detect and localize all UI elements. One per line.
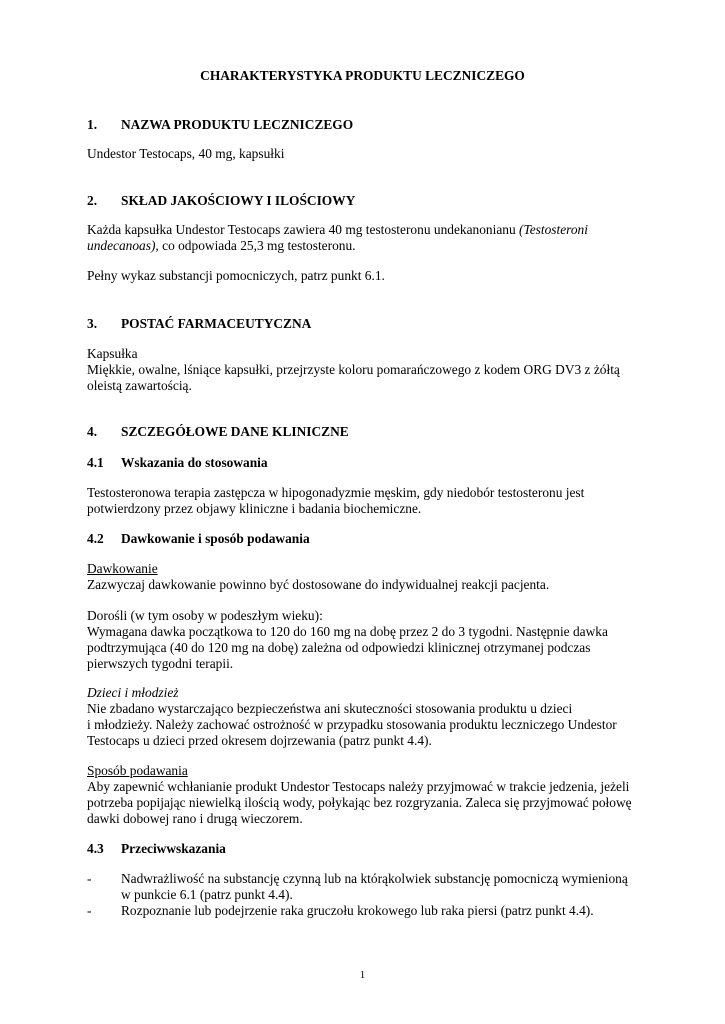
dosage-line-1: Zazwyczaj dawkowanie powinno być dostosowane do indywidualnej reakcji pacjenta. [87, 577, 550, 592]
section-4-1-heading: Wskazania do stosowania [121, 455, 268, 470]
section-3-heading: POSTAĆ FARMACEUTYCZNA [121, 316, 312, 331]
section-4-3-number: 4.3 [87, 841, 104, 856]
section-4-heading: SZCZEGÓŁOWE DANE KLINICZNE [121, 424, 349, 439]
adults-line-2: Wymagana dawka początkowa to 120 do 160 mg na dobę przez 2 do 3 tygodni. Następnie dawka [87, 624, 608, 639]
indication-line-1: Testosteronowa terapia zastępcza w hipogonadyzmie męskim, gdy niedobór testosteronu jest [87, 485, 585, 500]
form-line-2: Miękkie, owalne, lśniące kapsułki, przejrzyste koloru pomarańczowego z kodem ORG DV3 z żółtą [87, 362, 620, 377]
contraindication-2-line-1: Rozpoznanie lub podejrzenie raka gruczołu krokowego lub raka piersi (patrz punkt 4.4). [121, 903, 594, 918]
adults-line-4: pierwszych tygodni terapii. [87, 656, 234, 671]
contraindication-1-line-2: w punkcie 6.1 (patrz punkt 4.4). [121, 887, 293, 902]
administration-line-2: potrzeba popijając niewielką ilością wody, połykając bez rozgryzania. Zaleca się przyjmować połowę [87, 795, 632, 810]
section-3-number: 3. [87, 316, 98, 331]
section-1-heading: NAZWA PRODUKTU LECZNICZEGO [121, 117, 354, 132]
section-4-3-heading: Przeciwwskazania [121, 841, 226, 856]
section-2-heading: SKŁAD JAKOŚCIOWY I ILOŚCIOWY [121, 193, 356, 208]
children-subheading: Dzieci i młodzież [87, 685, 179, 700]
administration-line-3: dawki dobowej rano i drugą wieczorem. [87, 811, 303, 826]
excipients-reference: Pełny wykaz substancji pomocniczych, patrz punkt 6.1. [87, 268, 385, 283]
dosage-subheading: Dawkowanie [87, 561, 158, 576]
contraindication-bullet: - [87, 871, 92, 886]
section-4-1-number: 4.1 [87, 455, 104, 470]
section-1-number: 1. [87, 117, 98, 132]
composition-line-1 [87, 221, 588, 238]
children-line-3: Testocaps u dzieci przed okresem dojrzewania (patrz punkt 4.4). [87, 733, 432, 748]
section-2-number: 2. [87, 193, 98, 208]
composition-latin: (Testosteroni [519, 222, 588, 237]
page-number: 1 [359, 969, 366, 981]
composition-text-2: co odpowiada 25,3 mg testosteronu. [158, 238, 356, 253]
section-4-2-number: 4.2 [87, 531, 104, 546]
adults-line-3: podtrzymująca (40 do 120 mg na dobę) zależna od odpowiedzi klinicznej otrzymanej podczas [87, 640, 591, 655]
contraindication-1-line-1: Nadwrażliwość na substancję czynną lub na którąkolwiek substancję pomocniczą wymienioną [121, 871, 628, 886]
composition-latin-2: undecanoas), [87, 238, 159, 253]
section-4-number: 4. [87, 424, 98, 439]
form-line-1: Kapsułka [87, 346, 138, 361]
children-line-1: Nie zbadano wystarczająco bezpieczeństwa ani skuteczności stosowania produktu u dzieci [87, 701, 573, 716]
composition-text: Każda kapsułka Undestor Testocaps zawiera 40 mg testosteronu undekanonianu [87, 222, 520, 237]
administration-line-1: Aby zapewnić wchłanianie produkt Undestor Testocaps należy przyjmować w trakcie jedzenia, jeżeli [87, 779, 630, 794]
children-line-2: i młodzieży. Należy zachować ostrożność w przypadku stosowania produktu leczniczego Undestor [87, 717, 617, 732]
section-4-2-heading: Dawkowanie i sposób podawania [121, 531, 310, 546]
composition-line-2 [87, 237, 356, 254]
adults-line-1: Dorośli (w tym osoby w podeszłym wieku): [87, 608, 323, 623]
contraindication-bullet: - [87, 903, 92, 918]
product-name: Undestor Testocaps, 40 mg, kapsułki [87, 146, 285, 161]
form-line-3: oleistą zawartością. [87, 378, 192, 393]
document-title: CHARAKTERYSTYKA PRODUKTU LECZNICZEGO [200, 68, 525, 83]
administration-subheading: Sposób podawania [87, 763, 188, 778]
indication-line-2: potwierdzony przez objawy kliniczne i badania biochemiczne. [87, 501, 422, 516]
